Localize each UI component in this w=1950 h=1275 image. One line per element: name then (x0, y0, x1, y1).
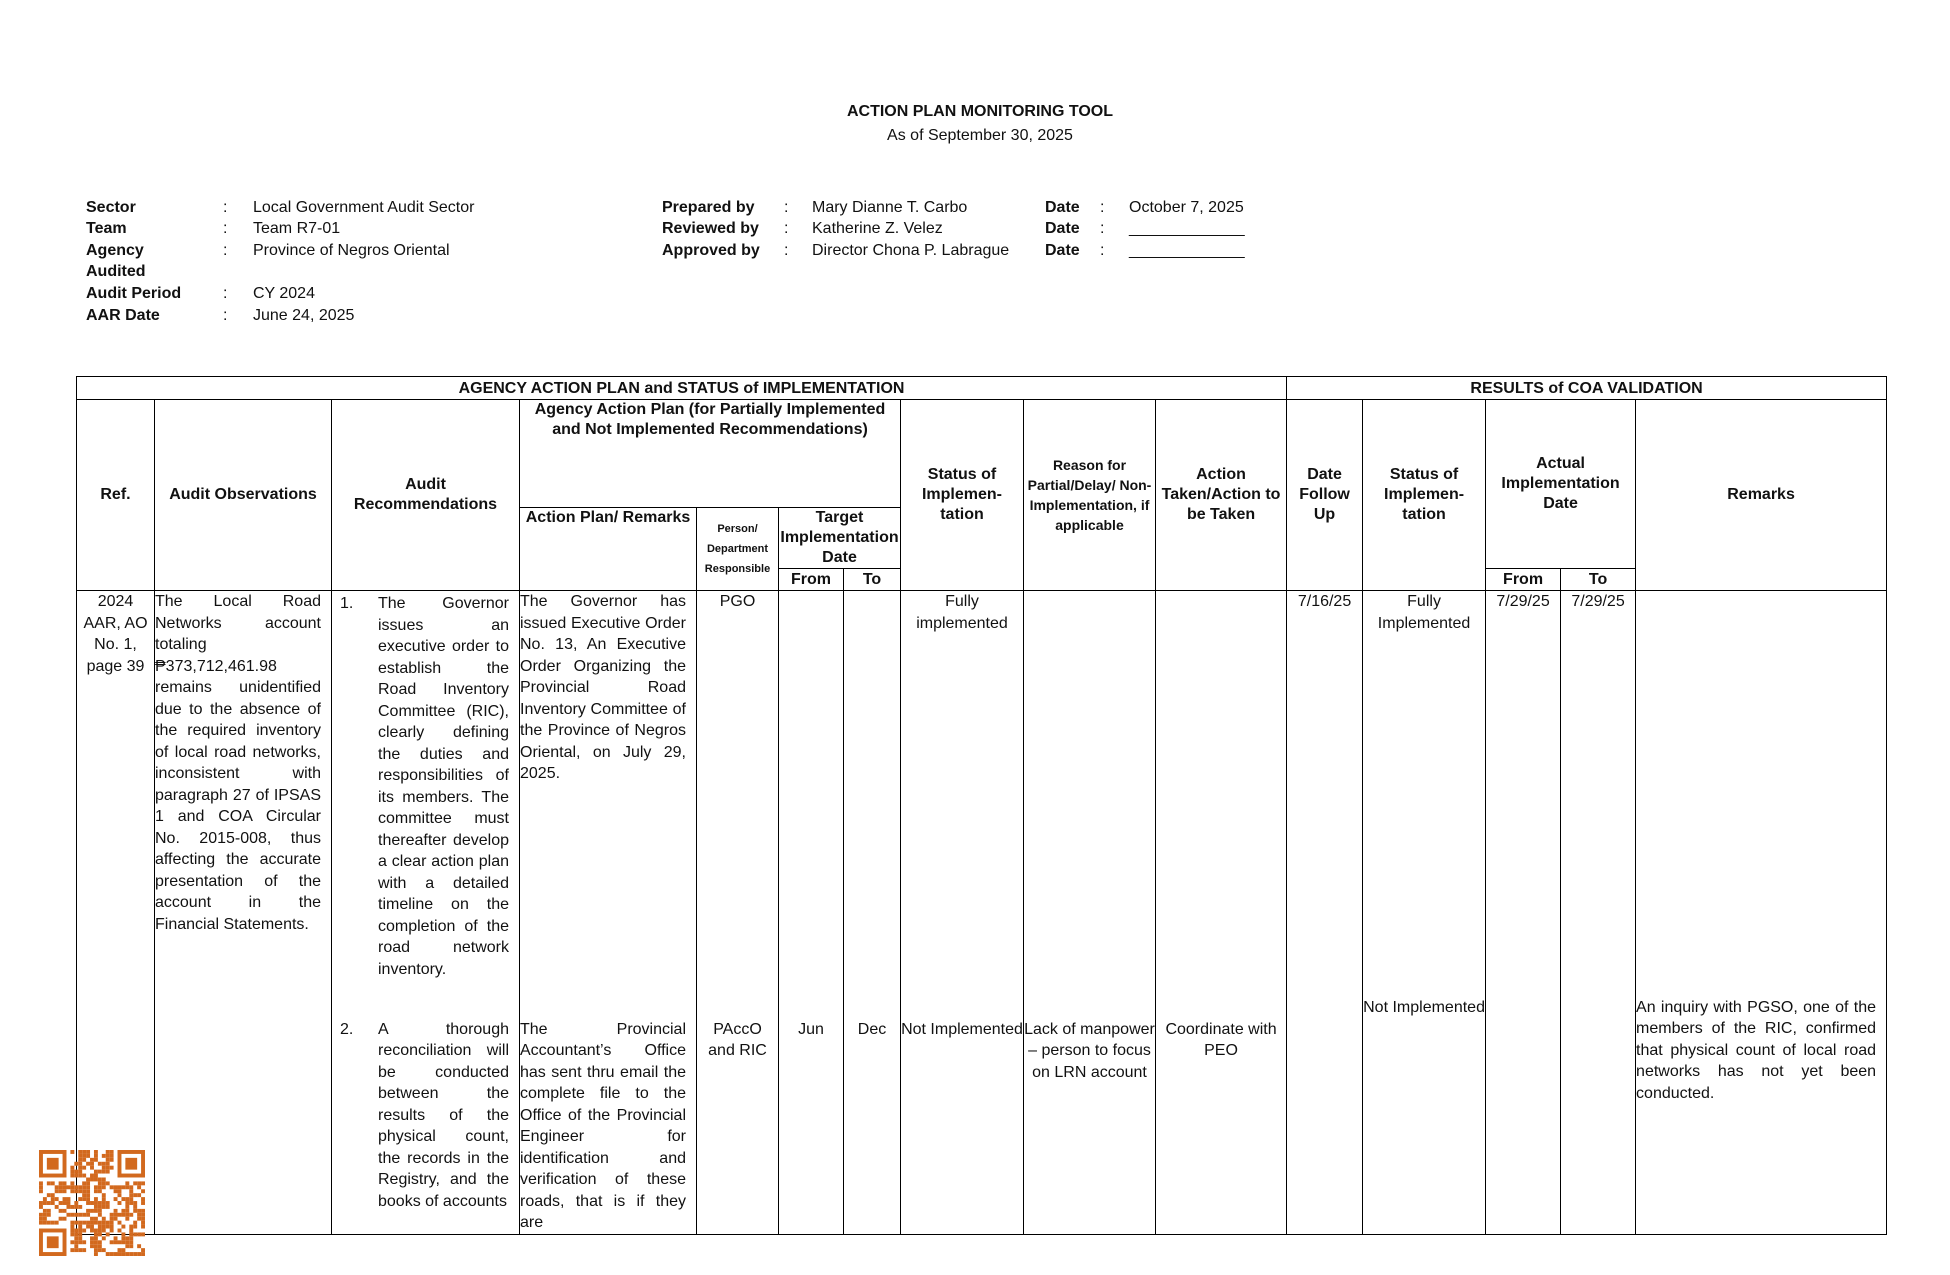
document-subtitle: As of September 30, 2025 (887, 127, 1073, 144)
action-taken-cell (1156, 591, 1287, 1009)
header-actual-to: To (1561, 569, 1636, 591)
meta-colon: : (784, 199, 789, 216)
meta-colon: : (1100, 242, 1105, 259)
meta-colon: : (1100, 220, 1105, 237)
remarks-cell: An inquiry with PGSO, one of the members of the RIC, confirmed that physical count of local road networks has not yet been conducted. (1636, 997, 1887, 1223)
status-cell: Not Implemented (901, 1009, 1024, 1235)
item-number: 2. (340, 1020, 354, 1038)
coa-status-cell: Not Implemented (1363, 997, 1486, 1223)
action-plan-table (76, 376, 1887, 1235)
observation-cell: The Local Road Networks account totaling ₱373,712,461.98 remains unidentified due to the absence of the required inventory of local road networks, inconsistent with paragraph 27 of IPSAS 1 and COA Circular No. 2015-008, thus affecting the accurate presentation of the account in the Financial Statements. (155, 591, 332, 1235)
meta-value: June 24, 2025 (253, 307, 355, 324)
recommendation-text: The Governor issues an executive order to establish the Road Inventory Committee (RIC), clearly defining the duties and responsibilities of its members. The committee must thereafter develop a clear action plan with a detailed timeline on the completion of the road network inventory. (378, 595, 509, 978)
ref-cell: 2024 AAR, AO No. 1, page 39 (77, 591, 155, 1235)
person-cell: PAccO and RIC (697, 1009, 779, 1235)
header-target-date: Target Implementation Date (779, 508, 901, 569)
meta-date-label: Date (1045, 199, 1080, 216)
meta-date-value: October 7, 2025 (1129, 199, 1244, 216)
actual-to-cell (1561, 1009, 1636, 1235)
header-person: Person/ Department Responsible (697, 508, 779, 591)
header-ref: Ref. (77, 400, 155, 591)
table-row (77, 591, 1887, 1009)
meta-value: Director Chona P. Labrague (812, 242, 1010, 259)
coa-status-cell: Fully Implemented (1363, 591, 1486, 1009)
meta-colon: : (784, 220, 789, 237)
header-actual-from: From (1486, 569, 1561, 591)
reason-cell: Lack of manpower – person to focus on LRN account (1024, 1009, 1156, 1235)
meta-label: Audited (86, 263, 146, 280)
target-to-cell (844, 591, 901, 1009)
status-cell: Fully implemented (901, 591, 1024, 1009)
date-follow-cell (1287, 1009, 1363, 1235)
header-action-plan: Action Plan/ Remarks (520, 508, 697, 591)
action-plan-cell: The Governor has issued Executive Order No. 13, An Executive Order Organizing the Provincial Road Inventory Committee of the Province of Negros Oriental, on July 29, 2025. (520, 591, 697, 1009)
meta-colon: : (784, 242, 789, 259)
meta-label: Team (86, 220, 127, 237)
coa-group-header: RESULTS of COA VALIDATION (1287, 377, 1887, 400)
header-actual-date: Actual Implementation Date (1486, 400, 1636, 569)
header-coa-status: Status of Implemen- tation (1363, 400, 1486, 591)
item-number: 1. (340, 595, 354, 612)
meta-label: Approved by (662, 242, 760, 259)
meta-value: CY 2024 (253, 285, 315, 302)
meta-label: Sector (86, 199, 136, 216)
document-title: ACTION PLAN MONITORING TOOL (846, 103, 1114, 120)
header-date-follow-up: Date Follow Up (1287, 400, 1363, 591)
action-taken-cell: Coordinate with PEO (1156, 1009, 1287, 1235)
header-status: Status of Implemen- tation (901, 400, 1024, 591)
actual-from-cell: 7/29/25 (1486, 591, 1561, 1009)
reason-cell (1024, 591, 1156, 1009)
qr-code-icon (38, 1150, 146, 1256)
header-target-from: From (779, 569, 844, 591)
meta-value: Local Government Audit Sector (253, 199, 475, 216)
meta-date-label: Date (1045, 220, 1080, 237)
recommendation-text: A thorough reconciliation will be conducted between the results of the physical count, the records in the Registry, and the books of accounts (378, 1020, 509, 1210)
header-row (77, 400, 1887, 508)
date-follow-cell: 7/16/25 (1287, 591, 1363, 1009)
target-from-cell (779, 591, 844, 1009)
agency-group-header: AGENCY ACTION PLAN and STATUS of IMPLEMENTATION (77, 377, 1287, 400)
target-to-cell: Dec (844, 1009, 901, 1235)
header-target-to: To (844, 569, 901, 591)
person-cell: PGO (697, 591, 779, 1009)
meta-label: Agency (86, 242, 144, 259)
group-header-row (77, 377, 1887, 400)
actual-to-cell: 7/29/25 (1561, 591, 1636, 1009)
meta-label: AAR Date (86, 307, 160, 324)
header-action-taken: Action Taken/Action to be Taken (1156, 400, 1287, 591)
meta-colon: : (223, 242, 228, 259)
meta-label: Prepared by (662, 199, 755, 216)
recommendation-cell (332, 1009, 520, 1235)
header-remarks: Remarks (1636, 400, 1887, 591)
action-plan-cell: The Provincial Accountant’s Office has sent thru email the complete file to the Office of the Provincial Engineer for identification and verification of these roads, that is if they are (520, 1009, 697, 1235)
meta-colon: : (223, 199, 228, 216)
header-recommendations: Audit Recommendations (332, 400, 520, 591)
meta-colon: : (1100, 199, 1105, 216)
qr-modules (39, 1150, 145, 1256)
meta-colon: : (223, 220, 228, 237)
meta-date-value: _____________ (1129, 242, 1245, 259)
target-from-cell: Jun (779, 1009, 844, 1235)
meta-date-value: _____________ (1129, 220, 1245, 237)
meta-colon: : (223, 285, 228, 302)
header-observations: Audit Observations (155, 400, 332, 591)
actual-from-cell (1486, 1009, 1561, 1235)
meta-value: Province of Negros Oriental (253, 242, 450, 259)
meta-value: Team R7-01 (253, 220, 341, 237)
meta-value: Mary Dianne T. Carbo (812, 199, 968, 216)
meta-value: Katherine Z. Velez (812, 220, 943, 237)
table-row (77, 1009, 1887, 1235)
meta-label: Reviewed by (662, 220, 759, 237)
header-action-plan-group: Agency Action Plan (for Partially Implemented and Not Implemented Recommendations) (520, 400, 901, 508)
remarks-cell (1636, 591, 1887, 1009)
meta-label: Audit Period (86, 285, 182, 302)
meta-colon: : (223, 307, 228, 324)
recommendation-cell (332, 591, 520, 1009)
header-reason: Reason for Partial/Delay/ Non- Implementation, if applicable (1024, 400, 1156, 591)
meta-date-label: Date (1045, 242, 1080, 259)
